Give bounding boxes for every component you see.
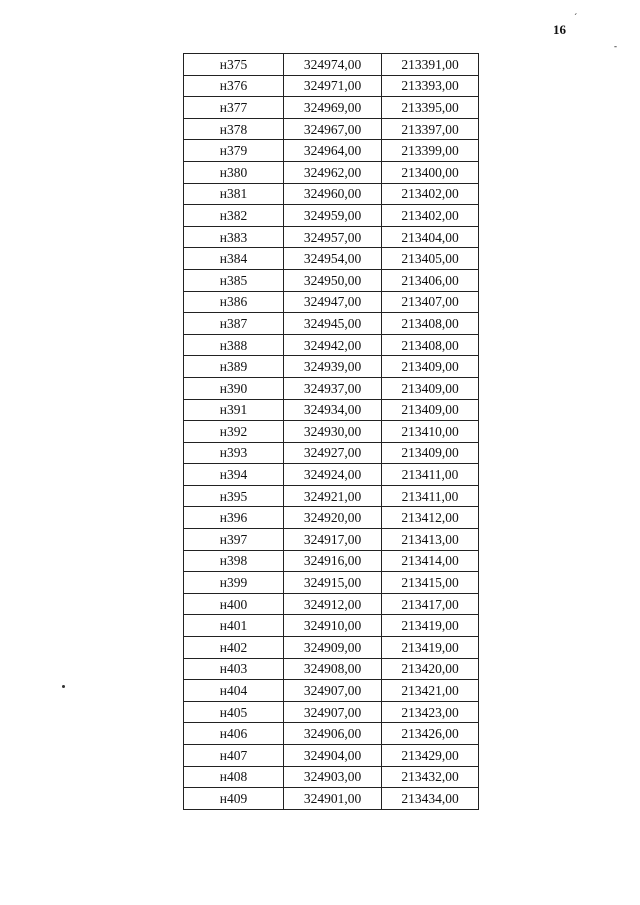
point-id-cell: н405 <box>184 701 284 723</box>
x-coordinate-cell: 324912,00 <box>284 593 382 615</box>
table-row <box>184 377 479 399</box>
x-coordinate-cell: 324917,00 <box>284 529 382 551</box>
point-id-cell: н375 <box>184 54 284 76</box>
x-coordinate-cell: 324967,00 <box>284 118 382 140</box>
x-coordinate-cell: 324964,00 <box>284 140 382 162</box>
y-coordinate-cell: 213407,00 <box>382 291 479 313</box>
y-coordinate-cell: 213404,00 <box>382 226 479 248</box>
table-row <box>184 442 479 464</box>
table-row <box>184 54 479 76</box>
x-coordinate-cell: 324939,00 <box>284 356 382 378</box>
table-row <box>184 701 479 723</box>
table-row <box>184 788 479 810</box>
y-coordinate-cell: 213426,00 <box>382 723 479 745</box>
y-coordinate-cell: 213414,00 <box>382 550 479 572</box>
scan-tick-mark: ´ <box>574 13 578 24</box>
x-coordinate-cell: 324903,00 <box>284 766 382 788</box>
y-coordinate-cell: 213419,00 <box>382 615 479 637</box>
y-coordinate-cell: 213429,00 <box>382 745 479 767</box>
x-coordinate-cell: 324960,00 <box>284 183 382 205</box>
table-row <box>184 313 479 335</box>
point-id-cell: н402 <box>184 637 284 659</box>
table-row <box>184 593 479 615</box>
x-coordinate-cell: 324907,00 <box>284 701 382 723</box>
y-coordinate-cell: 213415,00 <box>382 572 479 594</box>
point-id-cell: н409 <box>184 788 284 810</box>
y-coordinate-cell: 213405,00 <box>382 248 479 270</box>
x-coordinate-cell: 324957,00 <box>284 226 382 248</box>
point-id-cell: н384 <box>184 248 284 270</box>
y-coordinate-cell: 213395,00 <box>382 97 479 119</box>
point-id-cell: н403 <box>184 658 284 680</box>
y-coordinate-cell: 213409,00 <box>382 377 479 399</box>
table-row <box>184 766 479 788</box>
point-id-cell: н390 <box>184 377 284 399</box>
point-id-cell: н379 <box>184 140 284 162</box>
point-id-cell: н382 <box>184 205 284 227</box>
point-id-cell: н394 <box>184 464 284 486</box>
x-coordinate-cell: 324942,00 <box>284 334 382 356</box>
table-row <box>184 637 479 659</box>
table-row <box>184 421 479 443</box>
x-coordinate-cell: 324901,00 <box>284 788 382 810</box>
point-id-cell: н395 <box>184 485 284 507</box>
y-coordinate-cell: 213420,00 <box>382 658 479 680</box>
point-id-cell: н398 <box>184 550 284 572</box>
x-coordinate-cell: 324947,00 <box>284 291 382 313</box>
x-coordinate-cell: 324927,00 <box>284 442 382 464</box>
table-row <box>184 161 479 183</box>
x-coordinate-cell: 324954,00 <box>284 248 382 270</box>
y-coordinate-cell: 213409,00 <box>382 442 479 464</box>
point-id-cell: н383 <box>184 226 284 248</box>
x-coordinate-cell: 324904,00 <box>284 745 382 767</box>
table-row <box>184 75 479 97</box>
point-id-cell: н376 <box>184 75 284 97</box>
y-coordinate-cell: 213391,00 <box>382 54 479 76</box>
y-coordinate-cell: 213411,00 <box>382 464 479 486</box>
y-coordinate-cell: 213423,00 <box>382 701 479 723</box>
table-row <box>184 658 479 680</box>
x-coordinate-cell: 324937,00 <box>284 377 382 399</box>
point-id-cell: н407 <box>184 745 284 767</box>
table-row <box>184 140 479 162</box>
y-coordinate-cell: 213434,00 <box>382 788 479 810</box>
point-id-cell: н401 <box>184 615 284 637</box>
point-id-cell: н377 <box>184 97 284 119</box>
point-id-cell: н393 <box>184 442 284 464</box>
point-id-cell: н389 <box>184 356 284 378</box>
y-coordinate-cell: 213393,00 <box>382 75 479 97</box>
x-coordinate-cell: 324921,00 <box>284 485 382 507</box>
table-row <box>184 680 479 702</box>
x-coordinate-cell: 324920,00 <box>284 507 382 529</box>
y-coordinate-cell: 213399,00 <box>382 140 479 162</box>
scan-edge-mark: - <box>614 41 617 51</box>
table-row <box>184 291 479 313</box>
point-id-cell: н392 <box>184 421 284 443</box>
y-coordinate-cell: 213400,00 <box>382 161 479 183</box>
x-coordinate-cell: 324909,00 <box>284 637 382 659</box>
table-row <box>184 550 479 572</box>
table-row <box>184 269 479 291</box>
y-coordinate-cell: 213408,00 <box>382 334 479 356</box>
table-row <box>184 226 479 248</box>
y-coordinate-cell: 213410,00 <box>382 421 479 443</box>
y-coordinate-cell: 213417,00 <box>382 593 479 615</box>
y-coordinate-cell: 213419,00 <box>382 637 479 659</box>
x-coordinate-cell: 324916,00 <box>284 550 382 572</box>
x-coordinate-cell: 324907,00 <box>284 680 382 702</box>
coordinates-table <box>183 53 479 810</box>
point-id-cell: н378 <box>184 118 284 140</box>
point-id-cell: н388 <box>184 334 284 356</box>
y-coordinate-cell: 213413,00 <box>382 529 479 551</box>
x-coordinate-cell: 324959,00 <box>284 205 382 227</box>
page-number: 16 <box>553 22 566 37</box>
scan-dot <box>62 685 65 688</box>
y-coordinate-cell: 213411,00 <box>382 485 479 507</box>
point-id-cell: н399 <box>184 572 284 594</box>
point-id-cell: н385 <box>184 269 284 291</box>
x-coordinate-cell: 324915,00 <box>284 572 382 594</box>
table-row <box>184 248 479 270</box>
table-row <box>184 507 479 529</box>
x-coordinate-cell: 324950,00 <box>284 269 382 291</box>
point-id-cell: н404 <box>184 680 284 702</box>
point-id-cell: н387 <box>184 313 284 335</box>
table-row <box>184 97 479 119</box>
y-coordinate-cell: 213409,00 <box>382 399 479 421</box>
x-coordinate-cell: 324945,00 <box>284 313 382 335</box>
x-coordinate-cell: 324974,00 <box>284 54 382 76</box>
x-coordinate-cell: 324924,00 <box>284 464 382 486</box>
table-row <box>184 334 479 356</box>
point-id-cell: н380 <box>184 161 284 183</box>
point-id-cell: н386 <box>184 291 284 313</box>
table-row <box>184 615 479 637</box>
x-coordinate-cell: 324906,00 <box>284 723 382 745</box>
x-coordinate-cell: 324934,00 <box>284 399 382 421</box>
y-coordinate-cell: 213402,00 <box>382 183 479 205</box>
table-row <box>184 356 479 378</box>
table-row <box>184 745 479 767</box>
table-row <box>184 118 479 140</box>
y-coordinate-cell: 213406,00 <box>382 269 479 291</box>
table-row <box>184 205 479 227</box>
point-id-cell: н391 <box>184 399 284 421</box>
x-coordinate-cell: 324908,00 <box>284 658 382 680</box>
table-row <box>184 399 479 421</box>
table-row <box>184 572 479 594</box>
y-coordinate-cell: 213412,00 <box>382 507 479 529</box>
y-coordinate-cell: 213432,00 <box>382 766 479 788</box>
table-row <box>184 464 479 486</box>
y-coordinate-cell: 213409,00 <box>382 356 479 378</box>
y-coordinate-cell: 213408,00 <box>382 313 479 335</box>
point-id-cell: н381 <box>184 183 284 205</box>
point-id-cell: н406 <box>184 723 284 745</box>
x-coordinate-cell: 324969,00 <box>284 97 382 119</box>
y-coordinate-cell: 213397,00 <box>382 118 479 140</box>
point-id-cell: н396 <box>184 507 284 529</box>
x-coordinate-cell: 324930,00 <box>284 421 382 443</box>
coordinates-table-body <box>184 54 479 810</box>
x-coordinate-cell: 324962,00 <box>284 161 382 183</box>
point-id-cell: н400 <box>184 593 284 615</box>
point-id-cell: н397 <box>184 529 284 551</box>
table-row <box>184 529 479 551</box>
table-row <box>184 183 479 205</box>
table-row <box>184 723 479 745</box>
y-coordinate-cell: 213421,00 <box>382 680 479 702</box>
x-coordinate-cell: 324971,00 <box>284 75 382 97</box>
x-coordinate-cell: 324910,00 <box>284 615 382 637</box>
table-row <box>184 485 479 507</box>
point-id-cell: н408 <box>184 766 284 788</box>
y-coordinate-cell: 213402,00 <box>382 205 479 227</box>
